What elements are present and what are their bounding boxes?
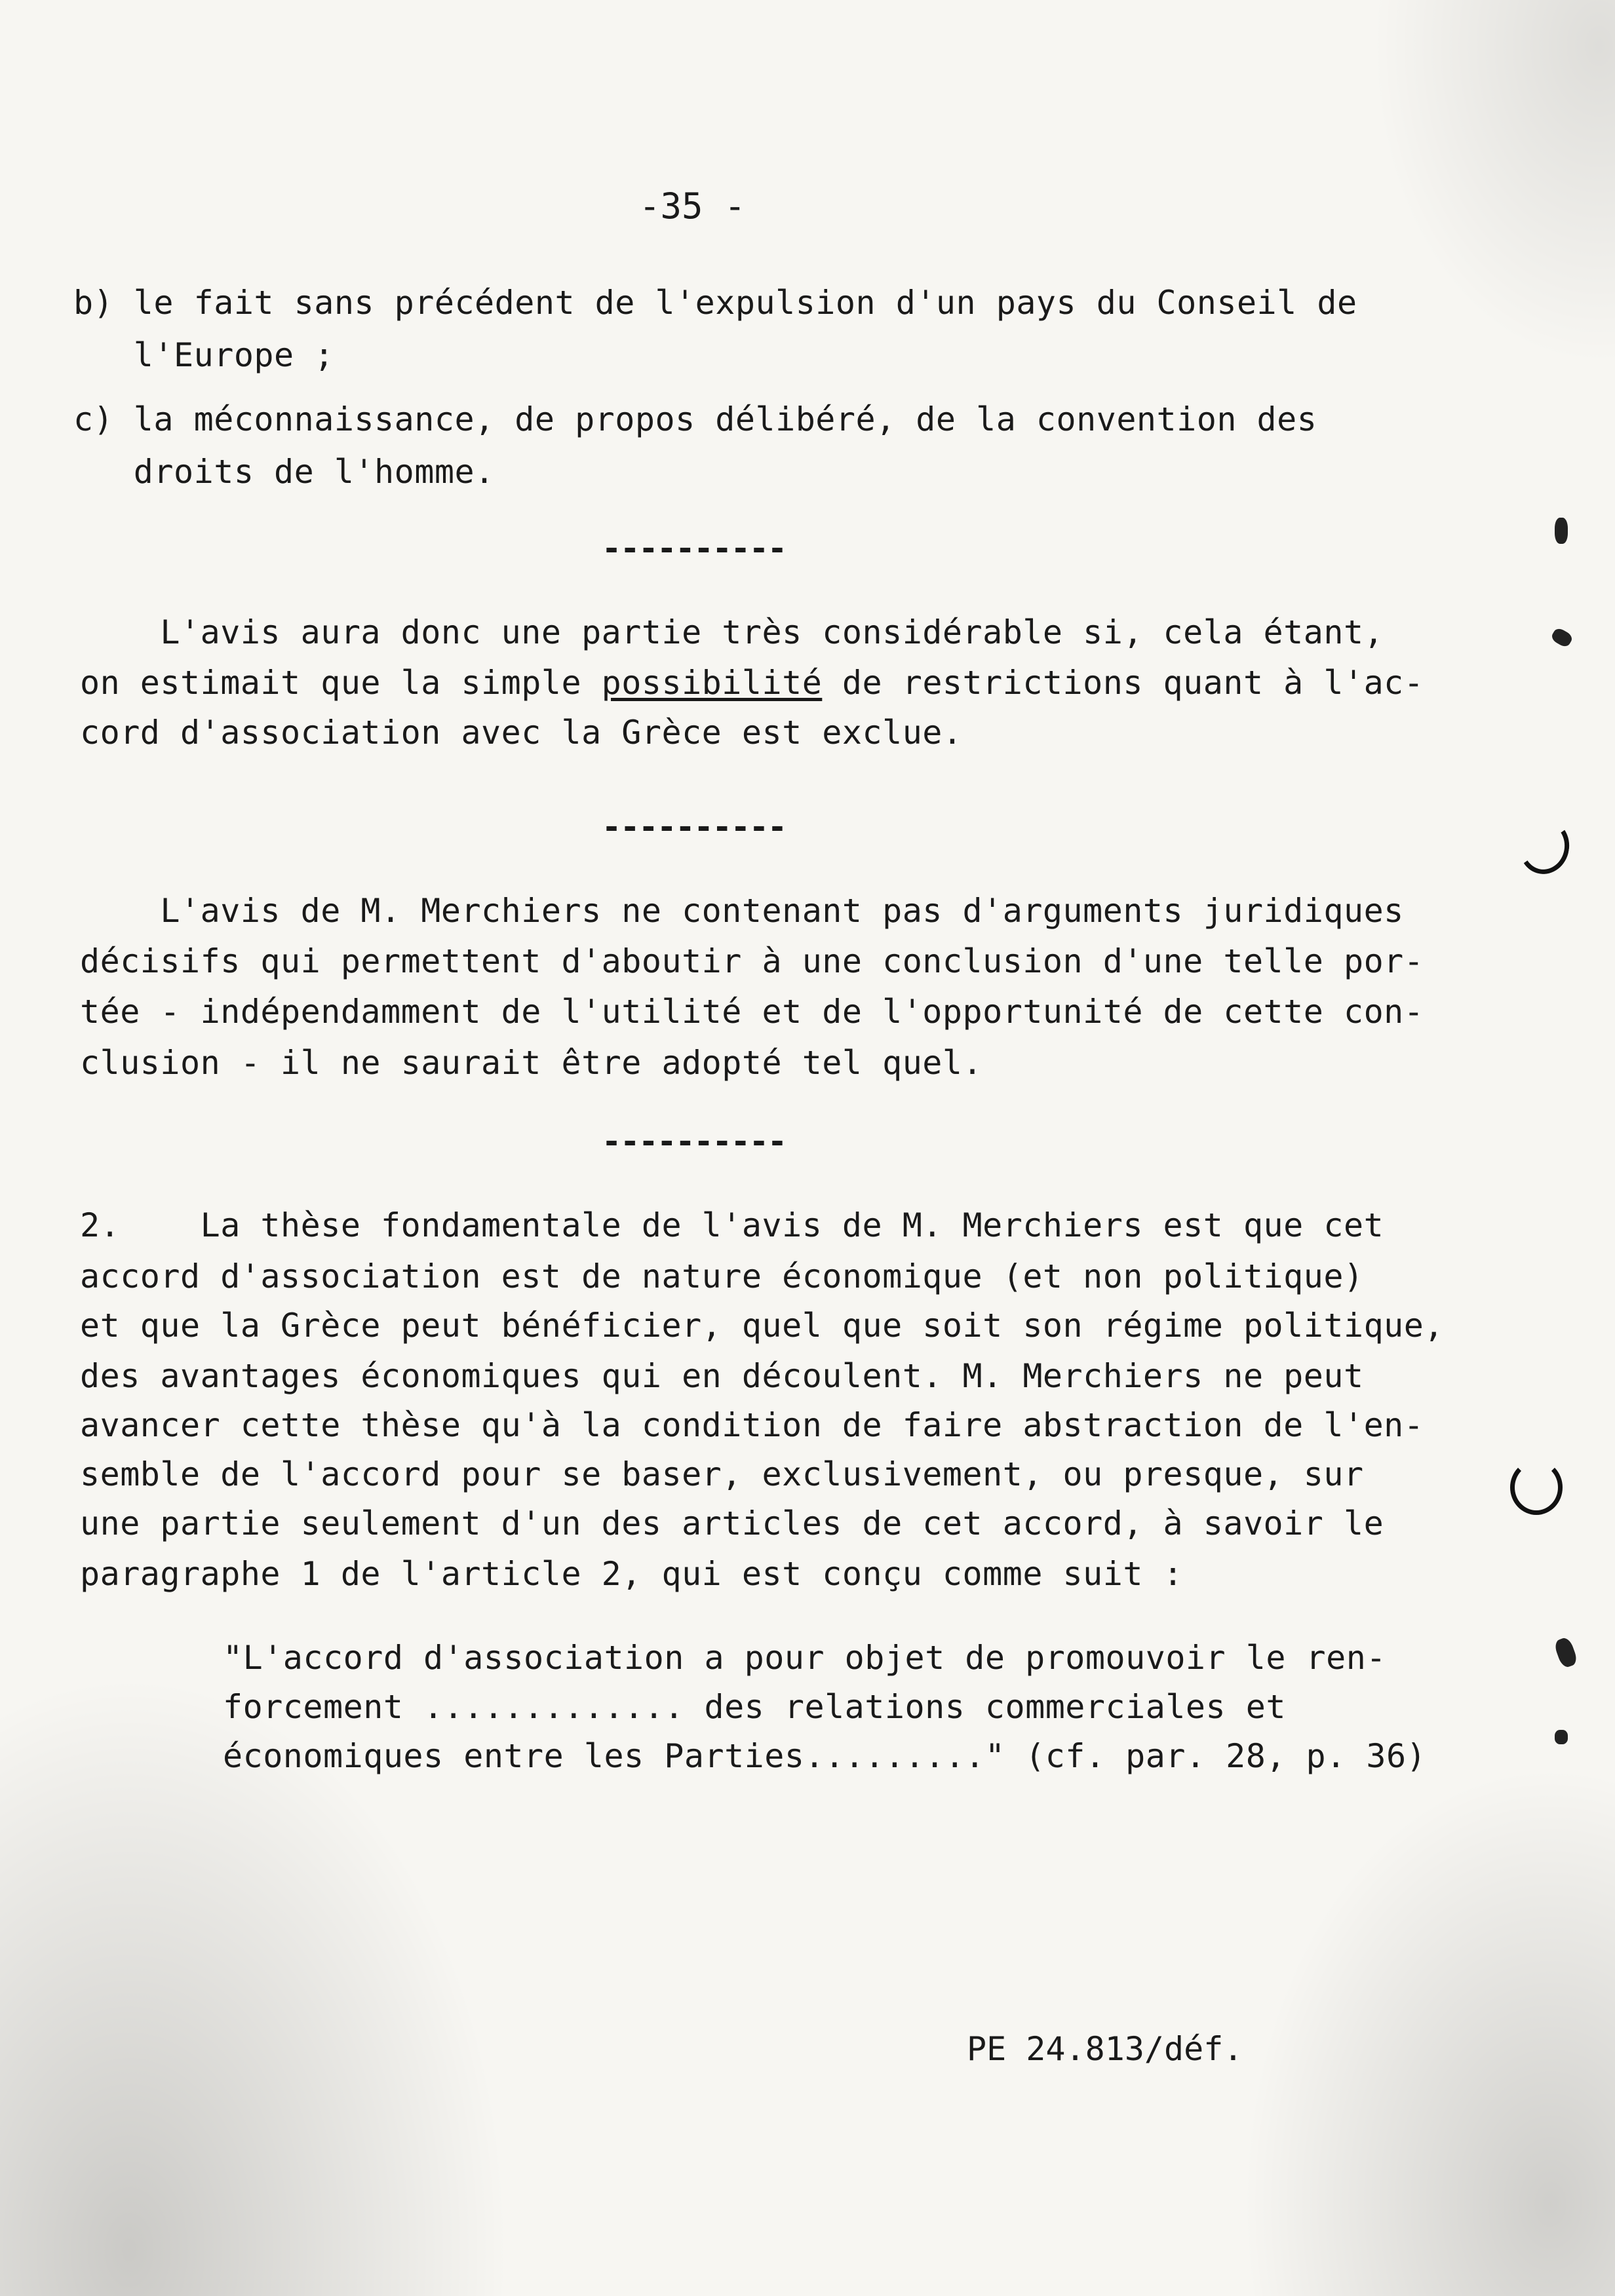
para3-line-5: avancer cette thèse qu'à la condition de faire abstraction de l'en- — [80, 1406, 1424, 1444]
para1-line-3: cord d'association avec la Grèce est exclue. — [80, 714, 963, 752]
quote-line-2: forcement ............. des relations commerciales et — [223, 1688, 1286, 1726]
margin-speck — [1555, 1730, 1568, 1744]
margin-speck — [1555, 518, 1568, 544]
separator-2: ---------- — [602, 808, 787, 846]
margin-punch-mark-lower — [1510, 1460, 1563, 1515]
item-c-line-1: c) la méconnaissance, de propos délibéré, de la convention des — [73, 400, 1317, 438]
para3-line-6: semble de l'accord pour se baser, exclusivement, ou presque, sur — [80, 1455, 1364, 1493]
separator-3: ---------- — [602, 1122, 787, 1160]
page-number: -35 - — [639, 185, 746, 227]
para2-line-3: tée - indépendamment de l'utilité et de l'opportunité de cette con- — [80, 993, 1424, 1031]
margin-speck — [1550, 626, 1574, 649]
underlined-word: possibilité — [601, 664, 823, 702]
para1-line-2-start: on estimait que la simple — [80, 664, 602, 702]
para3-line-4: des avantages économiques qui en découlent. M. Merchiers ne peut — [80, 1357, 1364, 1395]
para3-line-3: et que la Grèce peut bénéficier, quel que soit son régime politique, — [80, 1307, 1444, 1345]
para2-line-1: L'avis de M. Merchiers ne contenant pas d'arguments juridiques — [80, 892, 1404, 930]
margin-speck — [1553, 1636, 1578, 1669]
item-b-line-1: b) le fait sans précédent de l'expulsion d'un pays du Conseil de — [73, 284, 1357, 322]
quote-line-1: "L'accord d'association a pour objet de promouvoir le ren- — [223, 1639, 1386, 1677]
separator-1: ---------- — [602, 529, 787, 567]
para3-line-2: accord d'association est de nature économique (et non politique) — [80, 1257, 1364, 1295]
para1-line-1: L'avis aura donc une partie très considérable si, cela étant, — [80, 613, 1384, 651]
para1-line-2-end: de restrictions quant à l'ac- — [822, 664, 1424, 702]
para3-line-8: paragraphe 1 de l'article 2, qui est conçu comme suit : — [80, 1555, 1184, 1593]
para2-line-4: clusion - il ne saurait être adopté tel quel. — [80, 1044, 983, 1082]
para3-line-7: une partie seulement d'un des articles de cet accord, à savoir le — [80, 1504, 1384, 1542]
para3-line-1: 2. La thèse fondamentale de l'avis de M. Merchiers est que cet — [80, 1206, 1384, 1244]
document-reference: PE 24.813/déf. — [967, 2030, 1243, 2068]
para2-line-2: décisifs qui permettent d'aboutir à une conclusion d'une telle por- — [80, 942, 1424, 980]
para1-line-2 — [80, 663, 1424, 702]
item-c-line-2: droits de l'homme. — [73, 453, 495, 491]
item-b-line-2: l'Europe ; — [73, 336, 334, 374]
margin-punch-mark-upper — [1515, 815, 1573, 878]
quote-line-3: économiques entre les Parties........." (cf. par. 28, p. 36) — [223, 1737, 1427, 1775]
